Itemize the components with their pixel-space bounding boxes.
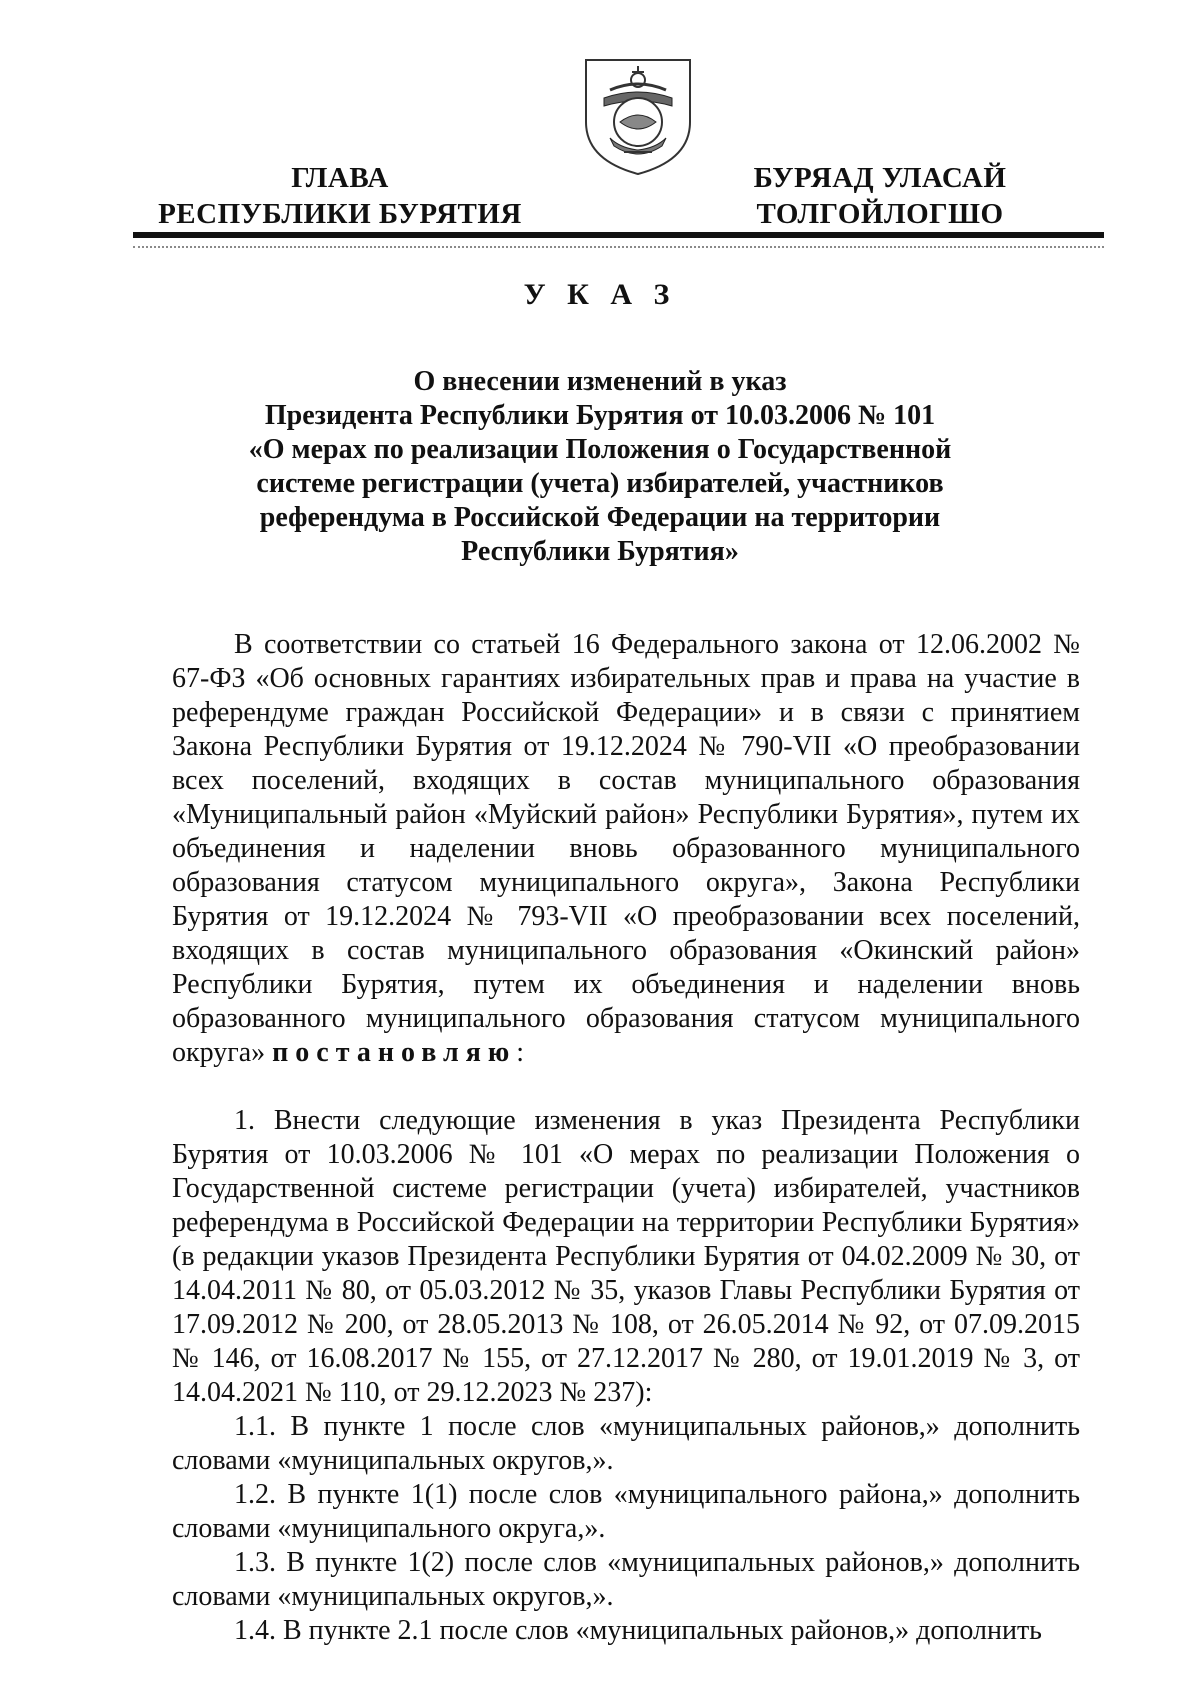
- item-1: 1. Внести следующие изменения в указ Президента Республики Бурятия от 10.03.2006 № 101 «О мерах по реализации Положения о Государственной системе регистрации (учета) избирателей, участников референдума в Российской Федерации на территории Республики Бурятия» (в редакции указов Президента Республики Бурятия от 04.02.2009 № 30, от 14.04.2011 № 80, от 05.03.2012 № 35, указов Главы Республики Бурятия от 17.09.2012 № 200, от 28.05.2013 № 108, от 26.05.2014 № 92, от 07.09.2015 № 146, от 16.08.2017 № 155, от 27.12.2017 № 280, от 19.01.2019 № 3, от 14.04.2021 № 110, от 29.12.2023 № 237):: [172, 1105, 1080, 1408]
- item-1-4: 1.4. В пункте 2.1 после слов «муниципальных районов,» дополнить: [234, 1615, 1042, 1646]
- decree-subject: [150, 365, 1050, 569]
- issuer-line: ГЛАВА: [291, 162, 389, 194]
- issuer-line: БУРЯАД УЛАСАЙ: [753, 162, 1007, 194]
- subject-line: «О мерах по реализации Положения о Государственной: [248, 434, 952, 465]
- subject-line: референдума в Российской Федерации на территории: [259, 502, 941, 533]
- issuer-line: РЕСПУБЛИКИ БУРЯТИЯ: [158, 198, 522, 230]
- item-1-1: 1.1. В пункте 1 после слов «муниципальных районов,» дополнить словами «муниципальных округов,».: [172, 1411, 1080, 1476]
- preamble-paragraph: [172, 628, 1080, 1070]
- issuer-line: ТОЛГОЙЛОГШО: [756, 198, 1004, 230]
- subject-line: Республики Бурятия»: [461, 536, 739, 567]
- subject-line: О внесении изменений в указ: [413, 366, 787, 397]
- header-divider-thin: [133, 246, 1104, 248]
- resolve-colon: :: [516, 1037, 525, 1068]
- coat-of-arms-of-buryatia-icon: [580, 52, 696, 178]
- document-type-title: У К А З: [523, 278, 677, 311]
- header-divider-thick: [133, 232, 1104, 238]
- item-1-2: 1.2. В пункте 1(1) после слов «муниципального района,» дополнить словами «муниципального округа,».: [172, 1479, 1080, 1544]
- issuer-title-russian: [150, 160, 530, 232]
- item-1-3: 1.3. В пункте 1(2) после слов «муниципальных районов,» дополнить словами «муниципальных округов,».: [172, 1547, 1080, 1612]
- resolve-word: постановляю: [272, 1037, 517, 1068]
- subject-line: системе регистрации (учета) избирателей, участников: [256, 468, 944, 499]
- issuer-title-buryat: [740, 160, 1020, 232]
- decree-body: [172, 628, 1080, 1648]
- subject-line: Президента Республики Бурятия от 10.03.2006 № 101: [264, 400, 936, 431]
- preamble-text: В соответствии со статьей 16 Федерального закона от 12.06.2002 № 67-ФЗ «Об основных гарантиях избирательных прав и права на участие в референдуме граждан Российской Федерации» и в связи с принятием Закона Республики Бурятия от 19.12.2024 № 790-VII «О преобразовании всех поселений, входящих в состав муниципального образования «Муниципальный район «Муйский район» Республики Бурятия», путем их объединения и наделении вновь образованного муниципального образования статусом муниципального округа», Закона Республики Бурятия от 19.12.2024 № 793-VII «О преобразовании всех поселений, входящих в состав муниципального образования «Окинский район» Республики Бурятия, путем их объединения и наделении вновь образованного муниципального образования статусом муниципального округа»: [172, 629, 1080, 1068]
